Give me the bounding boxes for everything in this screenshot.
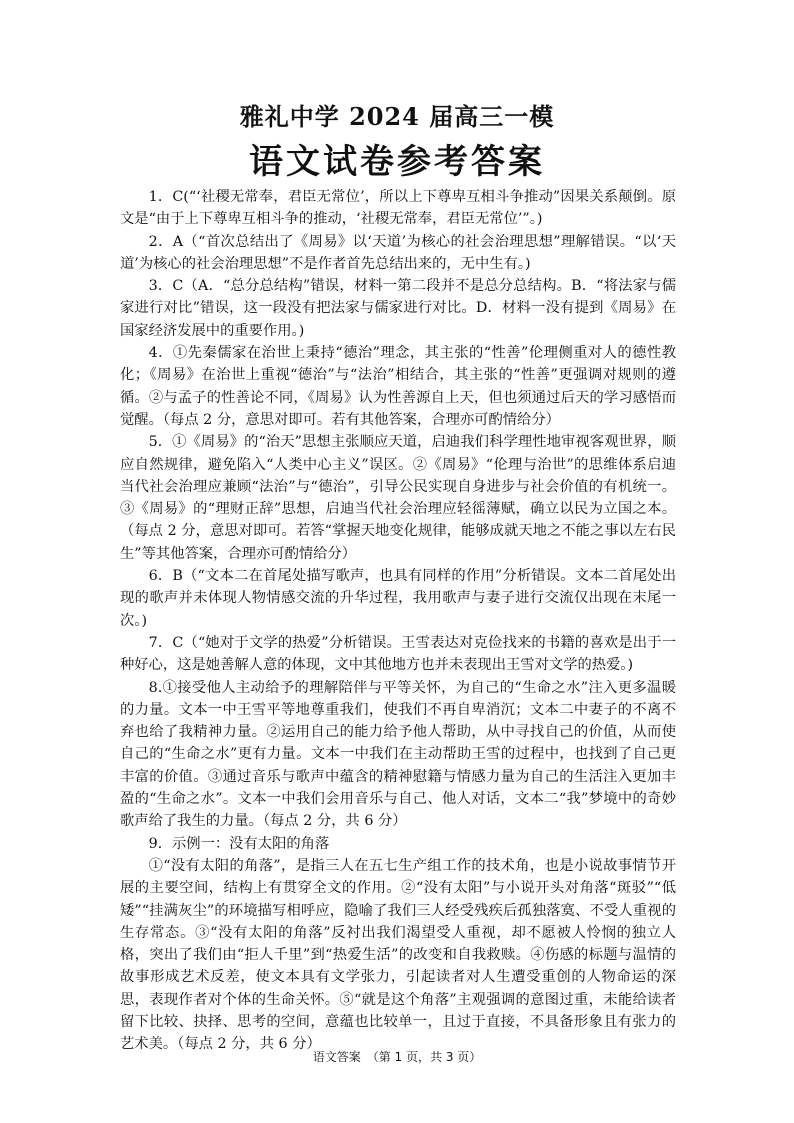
answer-9-body: ①“没有太阳的角落”，是指三人在五七生产组工作的技术角，也是小说故事情节开展的主要空间，结构上有贯穿全文的作用。②“没有太阳”与小说开头对角落“斑驳”“低矮”“挂满灰尘”的环境描写相呼应，隐喻了我们三人经受残疾后孤独落寞、不受人重视的生存常态。③“没有太阳的角落”反衬出我们渴望受人重视，却不愿被人怜悯的独立人格，突出了我们由“拒人千里”到“热爱生活”的改变和自我救赎。④伤感的标题与温情的故事形成艺术反差，使文本具有文学张力，引起读者对人生遭受重创的人物命运的深思，表现作者对个体的生命关怀。⑤“就是这个角落”主观强调的意图过重，未能给读者留下比较、抉择、思考的空间，意蕴也比较单一，且过于直接，不具备形象且有张力的艺术美。（每点 2 分，共 6 分）: [120, 857, 676, 1053]
answer-2: 2．A（“首次总结出了《周易》以‘天道’为核心的社会治理思想”理解错误。“以‘天道’为核心的社会治理思想”不是作者首先总结出来的，无中生有。): [120, 233, 676, 272]
answer-7: 7．C（“她对于文学的热爱”分析错误。王雪表达对克俭找来的书籍的喜欢是出于一种好心，这是她善解人意的体现，文中其他地方也并未表现出王雪对文学的热爱。): [120, 634, 676, 674]
answer-9-heading: 9．示例一：没有太阳的角落: [148, 835, 330, 852]
school-exam-title: 雅礼中学 2024 届高三一模: [239, 102, 555, 131]
answer-5: 5．①《周易》的“治天”思想主张顺应天道，启迪我们科学理性地审视客观世界，顺应自然规律，避免陷入“人类中心主义”误区。②《周易》“伦理与治世”的思维体系启迪当代社会治理应兼顾“法治”与“德治”，引导公民实现自身进步与社会价值的有机统一。③《周易》的“理财正辞”思想，启迪当代社会治理应轻徭薄赋，确立以民为立国之本。（每点 2 分，意思对即可。若答“掌握天地变化规律，能够成就天地之不能之事以左右民生”等其他答案，合理亦可酌情给分）: [120, 434, 676, 562]
answer-1: 1．C(“‘社稷无常奉，君臣无常位’，所以上下尊卑互相斗争推动”因果关系颠倒。原文是“由于上下尊卑互相斗争的推动，‘社稷无常奉，君臣无常位’”。): [120, 189, 676, 228]
answer-4: 4．①先秦儒家在治世上秉持“德治”理念，其主张的“性善”伦理侧重对人的德性教化；《周易》在治世上重视“德治”与“法治”相结合，其主张的“性善”更强调对规则的遵循。②与孟子的性善论不同，《周易》认为性善源自上天，但也须通过后天的学习感悟而觉醒。（每点 2 分，意思对即可。若有其他答案，合理亦可酌情给分）: [120, 345, 676, 428]
answer-content: [120, 186, 676, 1056]
answer-8: 8.①接受他人主动给予的理解陪伴与平等关怀，为自己的“生命之水”注入更多温暖的力量。文本一中王雪平等地尊重我们，使我们不再自卑消沉；文本二中妻子的不离不弃也给了我精神力量。②运用自己的能力给予他人帮助，从中寻找自己的价值，从而使自己的“生命之水”更有力量。文本一中我们在主动帮助王雪的过程中，也找到了自己更丰富的价值。③通过音乐与歌声中蕴含的精神慰籍与情感力量为自己的生活注入更加丰盈的“生命之水”。文本一中我们会用音乐与自己、他人对话，文本二“我”梦境中的奇妙歌声给了我生的力量。（每点 2 分，共 6 分）: [120, 679, 676, 830]
page-footer: 语文答案 （第 1 页，共 3 页）: [312, 1050, 482, 1064]
answer-6: 6．B（“文本二在首尾处描写歌声，也具有同样的作用”分析错误。文本二首尾处出现的歌声并未体现人物情感交流的升华过程，我用歌声与妻子进行交流仅出现在末尾一次。): [120, 568, 676, 629]
answer-3: 3．C（A．“总分总结构”错误，材料一第二段并不是总分总结构。B．“将法家与儒家进行对比”错误，这一段没有把法家与儒家进行对比。D．材料一没有提到《周易》在国家经济发展中的重要作用。): [120, 278, 676, 339]
document-title: 语文试卷参考答案: [249, 142, 545, 182]
